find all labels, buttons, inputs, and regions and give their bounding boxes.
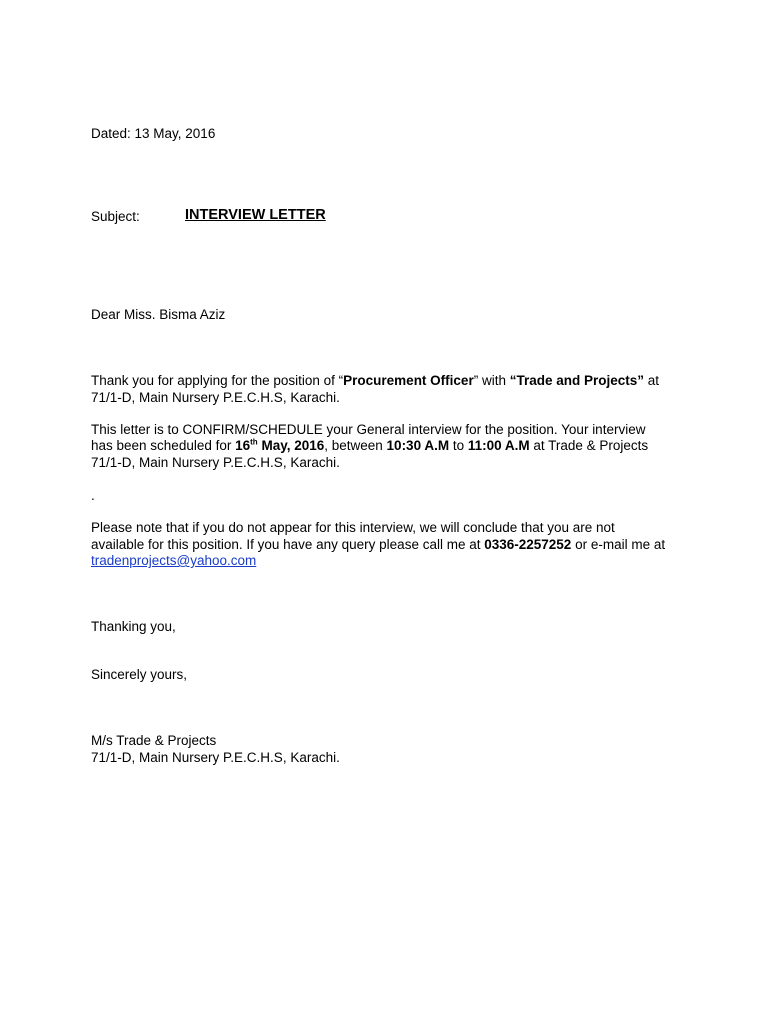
subject-label: Subject: (91, 209, 140, 224)
paragraph-3-line-3 (91, 552, 256, 569)
date-line: Dated: 13 May, 2016 (91, 126, 216, 141)
p2-text-2: , between (324, 438, 387, 453)
interview-month-year: May, 2016 (257, 438, 325, 453)
p1-text-3: at (644, 373, 660, 388)
p3-text-2: or e-mail me at (571, 537, 666, 552)
email-link[interactable]: tradenprojects@yahoo.com (91, 553, 257, 568)
paragraph-2-line-2 (91, 437, 648, 454)
stray-dot: . (91, 488, 95, 503)
position-name: Procurement Officer (343, 373, 474, 388)
signature-company: M/s Trade & Projects (91, 733, 217, 748)
salutation: Dear Miss. Bisma Aziz (91, 307, 226, 322)
closing-thanks: Thanking you, (91, 619, 176, 634)
paragraph-1-line-1 (91, 372, 659, 389)
p1-text-1: Thank you for applying for the position of “ (91, 373, 344, 388)
paragraph-2-line-3: 71/1-D, Main Nursery P.E.C.H.S, Karachi. (91, 455, 340, 470)
company-name: “Trade and Projects” (509, 373, 645, 388)
p3-text-1: available for this position. If you have any query please call me at (91, 537, 485, 552)
paragraph-1-line-2: 71/1-D, Main Nursery P.E.C.H.S, Karachi. (91, 390, 340, 405)
interview-day: 16 (235, 438, 251, 453)
p2-text-4: at Trade & Projects (529, 438, 649, 453)
closing-sincerely: Sincerely yours, (91, 667, 188, 682)
subject-title: INTERVIEW LETTER (185, 207, 326, 223)
paragraph-3-line-1: Please note that if you do not appear for this interview, we will conclude that you are not (91, 520, 615, 535)
interview-day-suffix: th (250, 437, 258, 447)
signature-address: 71/1-D, Main Nursery P.E.C.H.S, Karachi. (91, 750, 340, 765)
p2-text-1: has been scheduled for (91, 438, 236, 453)
start-time: 10:30 A.M (386, 438, 450, 453)
p2-text-3: to (449, 438, 468, 453)
paragraph-3-line-2 (91, 536, 665, 553)
p1-text-2: ” with (473, 373, 510, 388)
paragraph-2-line-1: This letter is to CONFIRM/SCHEDULE your General interview for the position. Your interview (91, 422, 646, 437)
end-time: 11:00 A.M (467, 438, 530, 453)
phone-number: 0336-2257252 (484, 537, 572, 552)
